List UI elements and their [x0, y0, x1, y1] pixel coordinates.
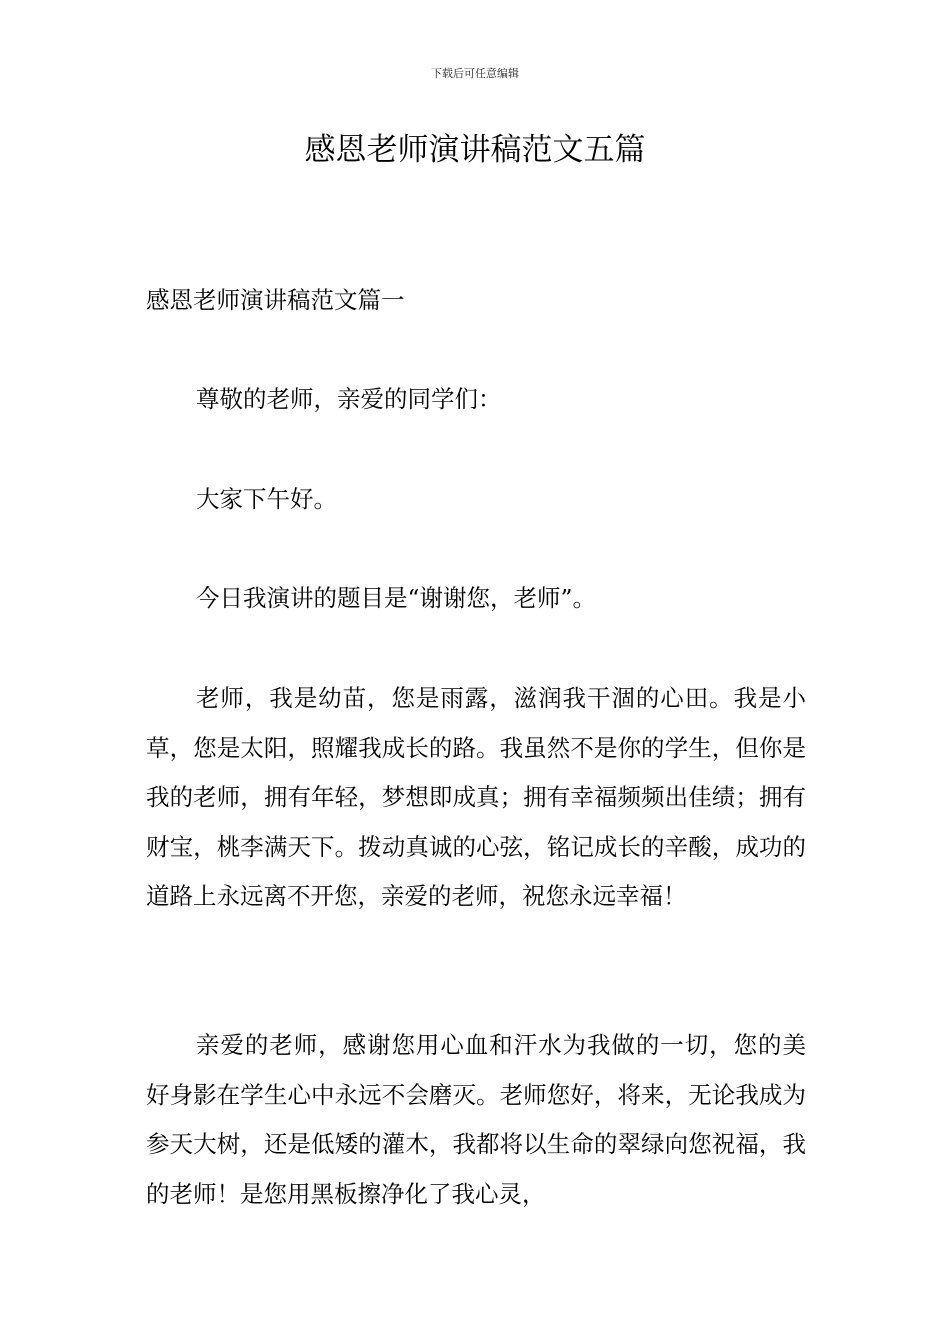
paragraph-topic: 今日我演讲的题目是“谢谢您，老师”。 — [196, 584, 597, 612]
paragraph-body-1: 老师，我是幼苗，您是雨露，滋润我干涸的心田。我是小草，您是太阳，照耀我成长的路。我虽然不是你的学生，但你是我的老师，拥有年轻，梦想即成真；拥有幸福频频出佳绩；拥有财宝，桃李满天下。拨动真诚的心弦，铭记成长的辛酸，成功的道路上永远离不开您，亲爱的老师，祝您永远幸福！ — [146, 684, 806, 910]
paragraph-body-2: 亲爱的老师，感谢您用心血和汗水为我做的一切，您的美好身影在学生心中永远不会磨灭。老师您好，将来，无论我成为参天大树，还是低矮的灌木，我都将以生命的翠绿向您祝福，我的老师！是您用黑板擦净化了我心灵， — [146, 1031, 806, 1208]
paragraph-salutation: 尊敬的老师，亲爱的同学们： — [196, 385, 502, 413]
header-note: 下载后可任意编辑 — [431, 67, 519, 80]
document-title: 感恩老师演讲稿范文五篇 — [304, 132, 646, 168]
paragraph-greeting: 大家下午好。 — [196, 485, 337, 513]
section-heading: 感恩老师演讲稿范文篇一 — [146, 286, 405, 314]
